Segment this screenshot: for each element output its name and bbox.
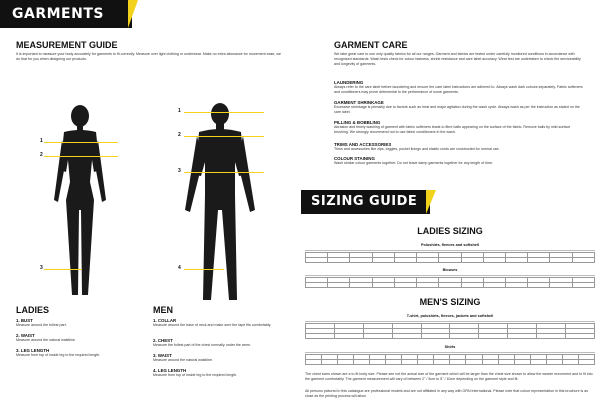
female-leg-line [44, 269, 82, 270]
ladies-item-2-text: Measure around the natural waistline. [16, 338, 76, 342]
mens-table-1-rule [305, 321, 595, 322]
men-item-1-text: Measure around the base of neck and make sure the tape fits comfortably. [153, 323, 272, 327]
men-item-4-text: Measure from top of inside leg to the required length. [153, 373, 238, 377]
ladies-title: LADIES [16, 305, 50, 315]
female-figure [40, 100, 120, 300]
care-title: GARMENT CARE [334, 40, 408, 50]
ladies-table-1 [305, 252, 595, 263]
female-waist-line [44, 156, 118, 157]
sizing-guide-banner-accent [426, 190, 436, 214]
female-bust-line [44, 142, 118, 143]
men-item-1-head: 1. COLLAR [153, 318, 177, 323]
sizing-footnote-2: All persons pictured in this catalogue are professional models and are not affiliated in any way with ORN International. Please note that colour representation in this brochure is as close as the printing process will allow. [305, 389, 589, 398]
ladies-table-2 [305, 277, 595, 288]
care-laundering-head: LAUNDERING [334, 80, 364, 85]
ladies-table-1-title: Poloshirts, fleeces and softshell [420, 243, 480, 247]
care-staining-text: Wash similar colour garments together. Do not leave damp garments together for any length of time. [334, 161, 494, 165]
male-leg-line [184, 269, 224, 270]
men-item-3-text: Measure around the natural waistline. [153, 358, 213, 362]
male-collar-line [184, 112, 264, 113]
men-title: MEN [153, 305, 173, 315]
care-pilling-head: PILLING & BOBBLING [334, 120, 381, 125]
care-intro: We take great care to use only quality fabrics for all our ranges. Garment and fabrics are tested under carefully monitored conditions in accordance with recognised standards. Wash tests check for colour fastness, shrink resistance and care label accuracy. Wear test are undertaken to check the serviceability and longevity of garments. [334, 52, 581, 66]
mens-table-2 [305, 354, 595, 365]
ladies-item-3-head: 3. LEG LENGTH [16, 348, 50, 353]
men-item-2-text: Measure the fullest part of the chest normally under the arms. [153, 343, 251, 347]
ladies-table-2-title: Blouses [442, 268, 458, 272]
mens-table-2-rule [305, 352, 595, 353]
mens-table-1-title: T-shirt, poloshirts, fleeces, jackets and softshell [406, 314, 494, 318]
men-item-3-head: 3. WAIST [153, 353, 172, 358]
care-laundering-text: Always refer to the care label before laundering and ensure the care label instructions are adhered to. Always wash dark colours separately. Fabric softeners and conditioners may prove detrimental to the performance of some garments. [334, 85, 583, 94]
female-mark-3: 3 [40, 265, 43, 271]
men-item-4-head: 4. LEG LENGTH [153, 368, 187, 373]
men-item-2-head: 2. CHEST [153, 338, 173, 343]
care-trims-head: TRIMS AND ACCESSORIES [334, 142, 392, 147]
ladies-table-1-rule [305, 250, 595, 251]
mens-table-1 [305, 323, 595, 339]
garments-banner: GARMENTS [0, 0, 132, 28]
male-mark-1: 1 [178, 108, 181, 114]
care-shrinkage-text: Excessive shrinkage is primarily due to factors such as heat and major agitation during the wash cycle. Always wash as per the instruction as stated on the care label. [334, 105, 580, 114]
female-mark-2: 2 [40, 152, 43, 158]
ladies-item-1-head: 1. BUST [16, 318, 33, 323]
care-shrinkage-head: GARMENT SHRINKAGE [334, 100, 384, 105]
male-mark-4: 4 [178, 265, 181, 271]
ladies-item-2-head: 2. WAIST [16, 333, 35, 338]
ladies-table-2-rule [305, 275, 595, 276]
care-pilling-text: Abrasion and timely washing of garment with fabric softeners leads to fibre balls appearing on the surface of the fabric. Remove balls by mild surface brushing. We strongly recommend not to use fabric conditioners in the wash. [334, 125, 571, 134]
female-mark-1: 1 [40, 138, 43, 144]
sizing-footnote-1: The chest sizes shown are a to fit body size. Please see not the actual size of the garment which will be larger than the chest size shown to allow the wearer movement and to fit into the garment comfortably. The garment measurement will vary of between 2" / 5cm to 5" / 10cm depending on the garment style and fit. [305, 372, 593, 381]
measurement-title: MEASUREMENT GUIDE [16, 40, 118, 50]
ladies-item-1-text: Measure around the fullest part. [16, 323, 67, 327]
male-mark-3: 3 [178, 168, 181, 174]
care-staining-head: COLOUR STAINING [334, 156, 375, 161]
care-trims-text: Trims and accessories like zips, toggles, pocket linings and elastic cords are constructed for normal use. [334, 147, 500, 151]
male-figure [175, 100, 265, 305]
male-chest-line [184, 136, 264, 137]
male-mark-2: 2 [178, 132, 181, 138]
sizing-guide-banner: SIZING GUIDE [301, 190, 430, 214]
garments-banner-accent [128, 0, 138, 28]
ladies-sizing-title: LADIES SIZING [417, 226, 483, 236]
measurement-intro: It is important to measure your body accurately for garments to fit correctly. Measure over light clothing or underwear. Make no extra allowance for movement ease, we do that for you when designing our products. [16, 52, 281, 61]
male-waist-line [184, 172, 264, 173]
mens-table-2-title: Shirts [444, 345, 456, 349]
ladies-item-3-text: Measure from top of inside leg to the required length. [16, 353, 101, 357]
mens-sizing-title: MEN'S SIZING [419, 297, 481, 307]
